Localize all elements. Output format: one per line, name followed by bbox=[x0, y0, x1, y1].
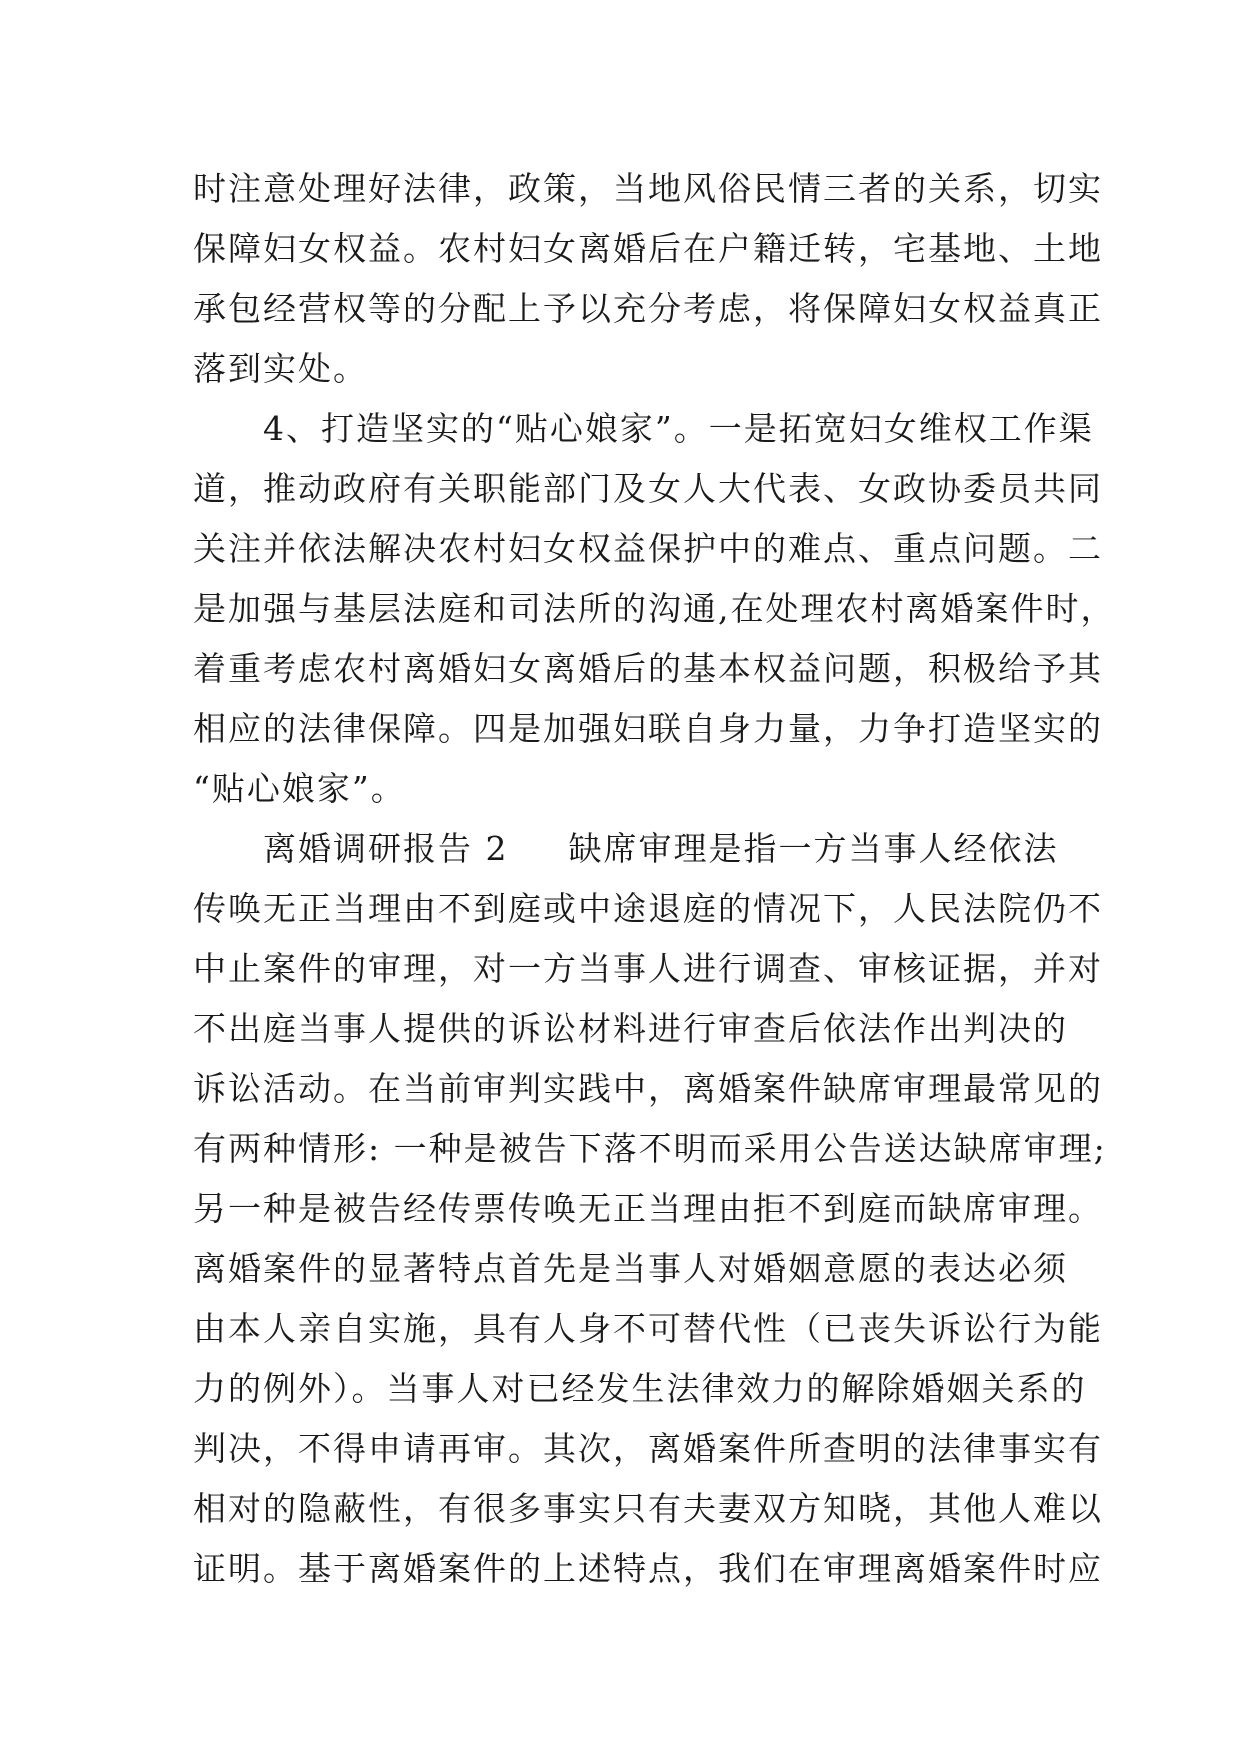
text-line: 道，推动政府有关职能部门及女人大代表、女政协委员共同 bbox=[193, 469, 1103, 508]
text-line: 4、打造坚实的“贴心娘家”。一是拓宽妇女维权工作渠 bbox=[193, 409, 1094, 448]
text-line: 诉讼活动。在当前审判实践中，离婚案件缺席审理最常见的 bbox=[193, 1069, 1103, 1108]
text-line: 保障妇女权益。农村妇女离婚后在户籍迁转，宅基地、土地 bbox=[193, 229, 1103, 268]
text-line: 判决，不得申请再审。其次，离婚案件所查明的法律事实有 bbox=[193, 1429, 1103, 1468]
report-heading-line bbox=[193, 819, 1073, 879]
text-line: 是加强与基层法庭和司法所的沟通,在处理农村离婚案件时， bbox=[193, 589, 1116, 628]
text-line: 相应的法律保障。四是加强妇联自身力量，力争打造坚实的 bbox=[193, 709, 1103, 748]
text-line: 关注并依法解决农村妇女权益保护中的难点、重点问题。二 bbox=[193, 529, 1103, 568]
text-line: 有两种情形: 一种是被告下落不明而采用公告送达缺席审理; bbox=[193, 1129, 1107, 1168]
text-line: 时注意处理好法律，政策，当地风俗民情三者的关系，切实 bbox=[193, 169, 1103, 208]
text-line: 传唤无正当理由不到庭或中途退庭的情况下，人民法院仍不 bbox=[193, 889, 1103, 928]
document-body bbox=[193, 159, 1116, 1599]
text-line: 不出庭当事人提供的诉讼材料进行审查后依法作出判决的 bbox=[193, 1009, 1068, 1048]
report-first-line-text: 缺席审理是指一方当事人经依法 bbox=[568, 829, 1059, 868]
text-line: 落到实处。 bbox=[193, 349, 368, 388]
text-line: 中止案件的审理，对一方当事人进行调查、审核证据，并对 bbox=[193, 949, 1103, 988]
text-line: 力的例外）。当事人对已经发生法律效力的解除婚姻关系的 bbox=[193, 1369, 1087, 1408]
text-line: 另一种是被告经传票传唤无正当理由拒不到庭而缺席审理。 bbox=[193, 1189, 1103, 1228]
text-line: 离婚案件的显著特点首先是当事人对婚姻意愿的表达必须 bbox=[193, 1249, 1068, 1288]
text-line: 证明。基于离婚案件的上述特点，我们在审理离婚案件时应 bbox=[193, 1549, 1103, 1588]
report-heading: 离婚调研报告 2 bbox=[193, 829, 509, 868]
text-line: “贴心娘家”。 bbox=[193, 769, 406, 808]
text-line: 承包经营权等的分配上予以充分考虑，将保障妇女权益真正 bbox=[193, 289, 1103, 328]
text-line: 着重考虑农村离婚妇女离婚后的基本权益问题，积极给予其 bbox=[193, 649, 1103, 688]
text-line: 相对的隐蔽性，有很多事实只有夫妻双方知晓，其他人难以 bbox=[193, 1489, 1103, 1528]
text-line: 由本人亲自实施，具有人身不可替代性（已丧失诉讼行为能 bbox=[193, 1309, 1103, 1348]
